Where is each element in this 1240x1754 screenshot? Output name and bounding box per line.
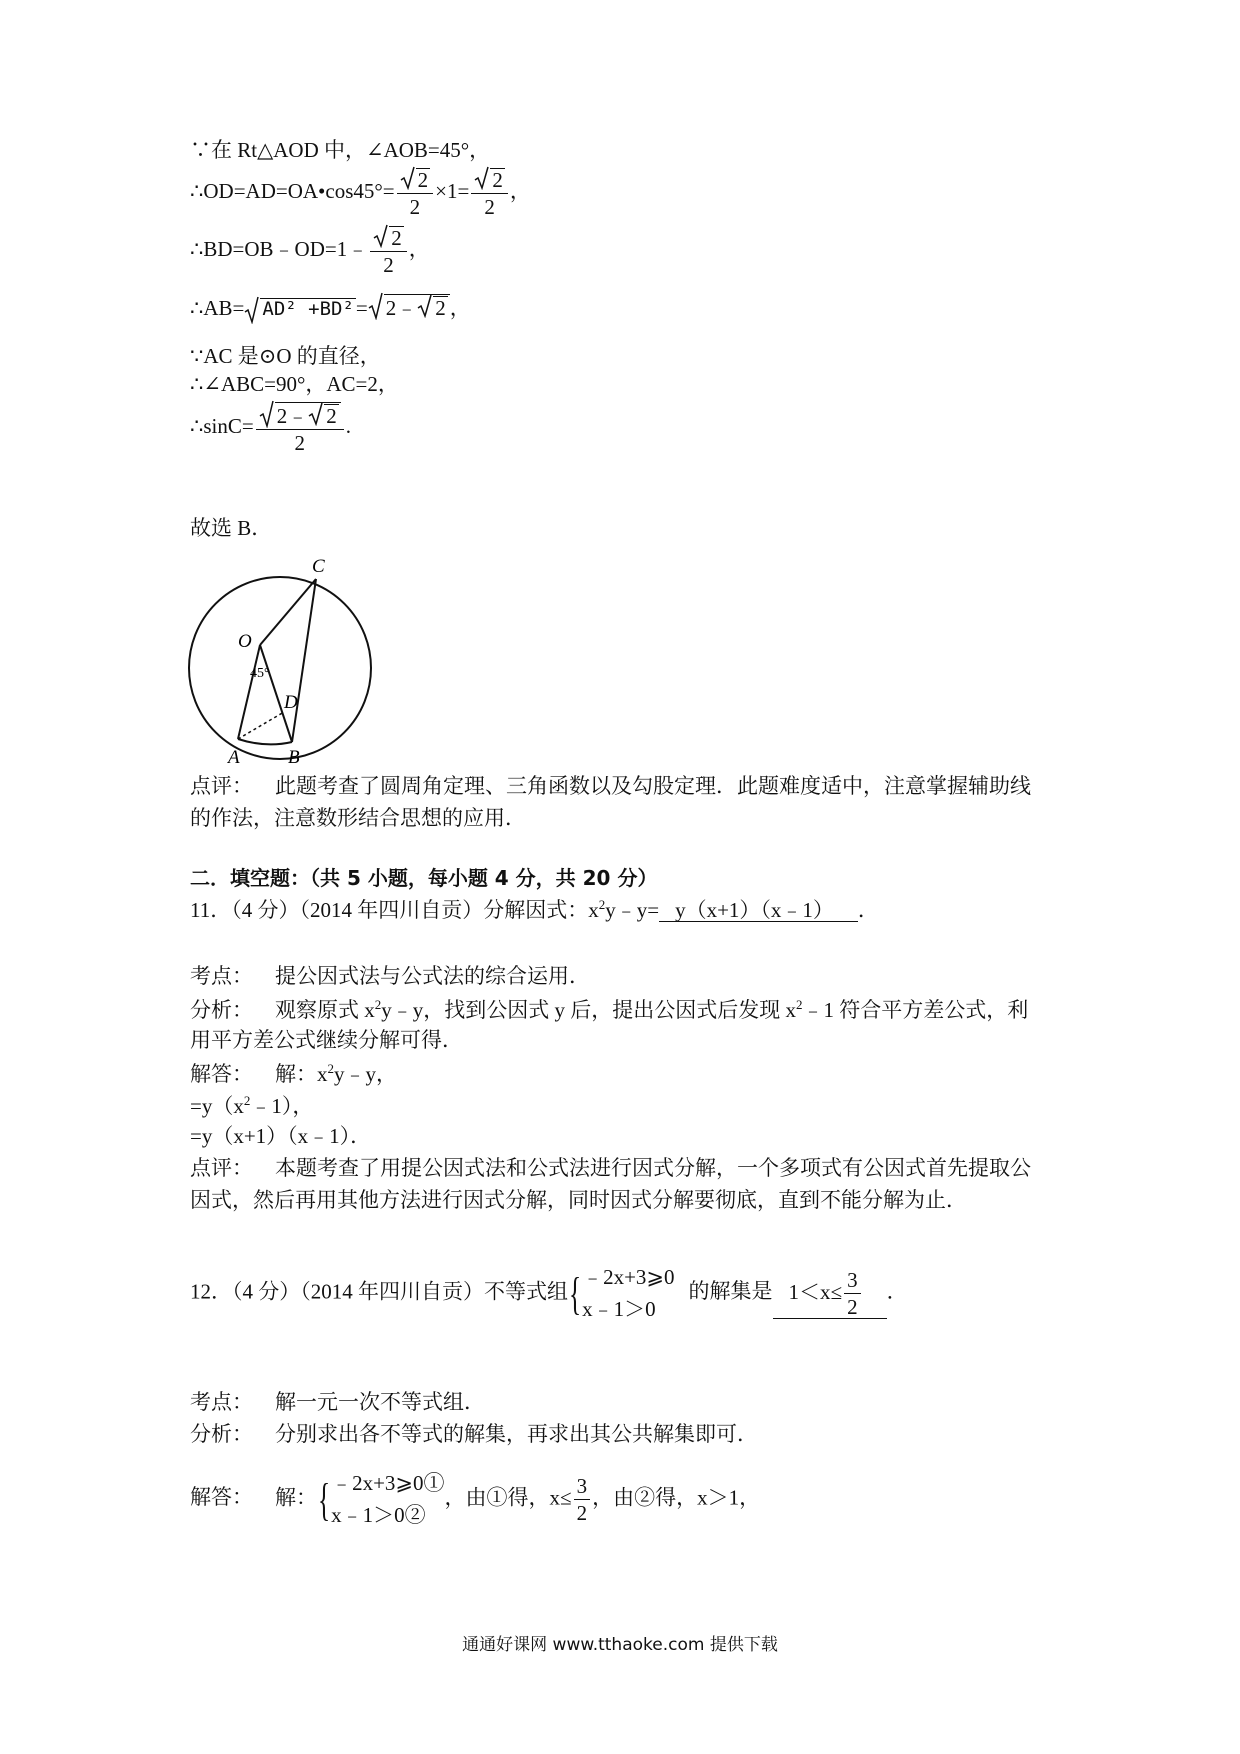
angle-label: 45° — [250, 666, 270, 681]
label-b: B — [288, 747, 300, 768]
question-11-stem: 11．（4 分）（2014 年四川自贡）分解因式：$x^2y﹣y=$ y（x+1）（x﹣1） ． — [190, 897, 879, 922]
solution-line: ∴∠ABC=90°，AC=2， — [190, 372, 399, 396]
review-line: 点评： 本题考查了用提公因式法和公式法进行因式分解，一个多项式有公因式首先提取公 — [190, 1156, 1031, 1180]
solution-line: 故选 B． — [190, 516, 273, 540]
inequality-system: ﹣2x+3⩾0 x﹣1＞0 — [582, 1265, 675, 1321]
footer-text: 通通好课网 www.tthaoke.com 提供下载 — [462, 1635, 778, 1655]
label-c: C — [312, 556, 325, 577]
answer-line: 解答： 解：{ ﹣2x+3⩾0① x﹣1＞0② ，由①得，x≤ $\frac{3}{2}$ ，由②得，x＞1， — [190, 1468, 760, 1531]
fraction: $\frac{2}{2}$ — [397, 168, 434, 218]
circle-diagram — [188, 552, 388, 772]
brace: { — [568, 1267, 582, 1319]
label-a: A — [228, 747, 240, 768]
label-d: D — [284, 692, 298, 713]
solution-line: ∵在 Rt△AOD 中，∠AOB=45°， — [190, 138, 491, 162]
kaodian-line: 考点： 提公因式法与公式法的综合运用． — [190, 964, 590, 988]
circle-o — [189, 577, 371, 759]
brace: { — [317, 1473, 331, 1525]
label-o: O — [238, 631, 252, 652]
review-line: 的作法，注意数形结合思想的应用． — [190, 806, 526, 830]
solution-line: ∴sinC= 2﹣ 2 2 . — [190, 402, 351, 454]
solution-line: ∵AC 是⊙O 的直径， — [190, 344, 381, 368]
answer-blank: 1＜x≤ $\frac{3}{2}$ — [773, 1270, 887, 1319]
question-12-stem: 12．（4 分）（2014 年四川自贡）不等式组{ ﹣2x+3⩾0 x﹣1＞0 的解集是 1＜x≤ $\frac{3}{2}$ ． — [190, 1262, 908, 1325]
answer-step: $=y(x^2﹣1)$， — [190, 1093, 314, 1118]
analysis-line: 用平方差公式继续分解可得． — [190, 1028, 463, 1052]
answer-step: =y（x+1）（x﹣1）． — [190, 1124, 372, 1148]
review-line: 因式，然后再用其他方法进行因式分解，同时因式分解要彻底，直到不能分解为止． — [190, 1188, 967, 1212]
analysis-line: 分析： 分别求出各不等式的解集，再求出其公共解集即可． — [190, 1422, 758, 1446]
fraction: $\frac{2}{2}$ — [471, 168, 508, 218]
section-title: 二．填空题：（共 5 小题，每小题 4 分，共 20 分） — [190, 866, 658, 890]
answer-blank: y（x+1）（x﹣1） — [659, 900, 858, 922]
segment-ad — [238, 712, 284, 739]
analysis-line: 分析： 观察原式 $x^2y﹣y$，找到公因式 y 后，提出公因式后发现 $x^2﹣1$ 符合平方差公式，利 — [190, 997, 1029, 1022]
solution-line: ∴BD=OB﹣OD=1﹣ $\frac{2}{2}$ ， — [190, 226, 430, 277]
kaodian-line: 考点： 解一元一次不等式组． — [190, 1390, 485, 1414]
square-root: 2﹣ 2 — [368, 294, 450, 319]
fraction: 2﹣ 2 2 — [256, 402, 344, 454]
arc-ab — [238, 739, 292, 744]
fraction: $\frac{2}{2}$ — [370, 226, 407, 276]
answer-line: 解答： 解：$x^2y﹣y$， — [190, 1061, 397, 1086]
solution-line: ∴AB= AD² +BD²= 2﹣ 2 ， — [190, 294, 471, 319]
inequality-system: ﹣2x+3⩾0① x﹣1＞0② — [331, 1471, 445, 1527]
square-root: AD² +BD² — [244, 298, 356, 319]
solution-line: ∴OD=AD=OA•cos45°= $\frac{2}{2}$ ×1= $\frac{2}{2}$ ， — [190, 168, 531, 219]
segment-oa — [238, 645, 260, 739]
review-line: 点评： 此题考查了圆周角定理、三角函数以及勾股定理．此题难度适中，注意掌握辅助线 — [190, 774, 1031, 798]
